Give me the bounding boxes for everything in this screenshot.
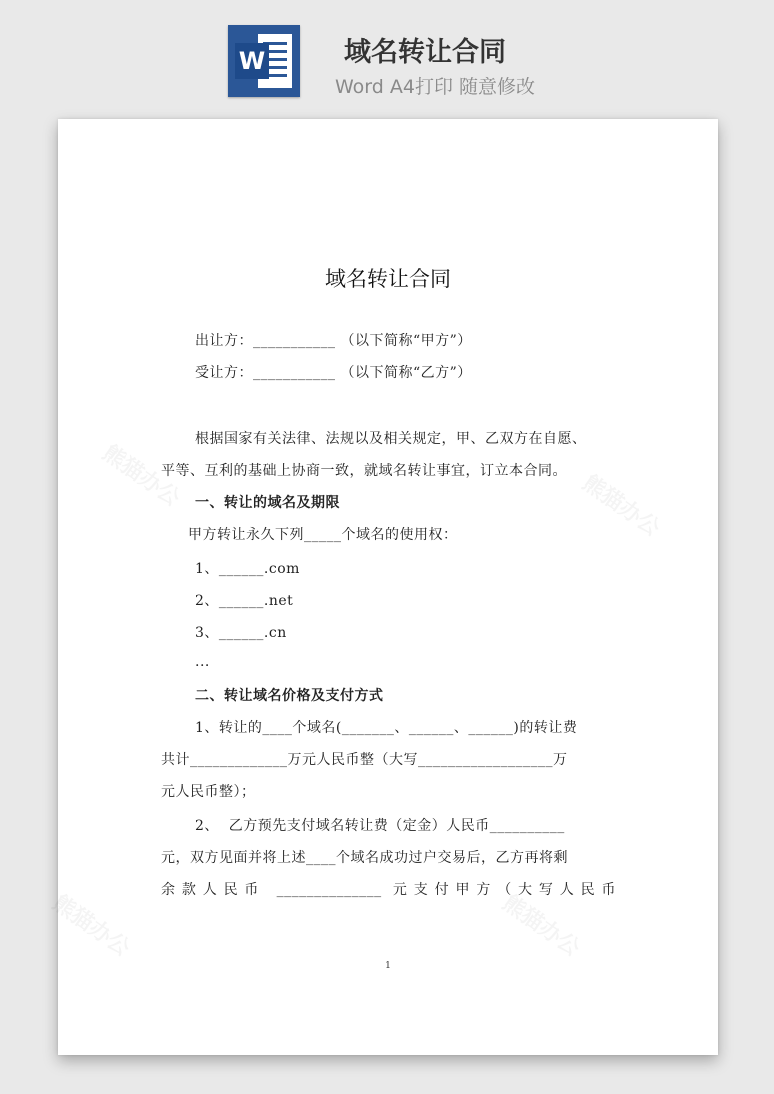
paragraph-line: 平等、互利的基础上协商一致，就域名转让事宜，订立本合同。 — [161, 463, 567, 479]
list-item: 3、______.cn — [195, 625, 287, 641]
assignor-line: 出让方：___________ （以下简称“甲方”） — [195, 333, 472, 349]
header-subtitle: Word A4打印 随意修改 — [334, 76, 535, 98]
list-item: 2、______.net — [195, 593, 294, 609]
paragraph-line: 余款人民币 ______________ 元支付甲方（大写人民币 — [161, 882, 616, 898]
watermark — [47, 887, 137, 963]
paragraph-line: 共计_____________万元人民币整（大写__________________万 — [161, 752, 568, 768]
section-heading: 一、转让的域名及期限 — [195, 495, 340, 511]
word-icon — [228, 25, 300, 97]
word-letter-icon: W — [235, 43, 269, 79]
paragraph-line: 2、 乙方预先支付域名转让费（定金）人民币__________ — [195, 818, 565, 834]
paragraph-line: 甲方转让永久下列_____个域名的使用权： — [188, 527, 458, 543]
header-title: 域名转让合同 — [344, 37, 506, 68]
paragraph-line: 元人民币整）； — [161, 784, 256, 800]
paragraph-line: 1、转让的____个域名(_______、______、______)的转让费 — [195, 720, 578, 736]
page-number: 1 — [385, 961, 391, 971]
header — [0, 0, 774, 110]
paragraph-line: 元，双方见面并将上述____个域名成功过户交易后，乙方再将剩 — [161, 850, 568, 866]
watermark — [577, 467, 667, 543]
list-item: 1、______.com — [195, 561, 300, 577]
paragraph-line: 根据国家有关法律、法规以及相关规定，甲、乙双方在自愿、 — [195, 431, 587, 447]
document-page — [58, 119, 718, 1055]
assignee-line: 受让方：___________ （以下简称“乙方”） — [195, 365, 472, 381]
section-heading: 二、转让域名价格及支付方式 — [195, 688, 384, 704]
document-title: 域名转让合同 — [325, 267, 451, 291]
list-item: ... — [195, 654, 210, 670]
